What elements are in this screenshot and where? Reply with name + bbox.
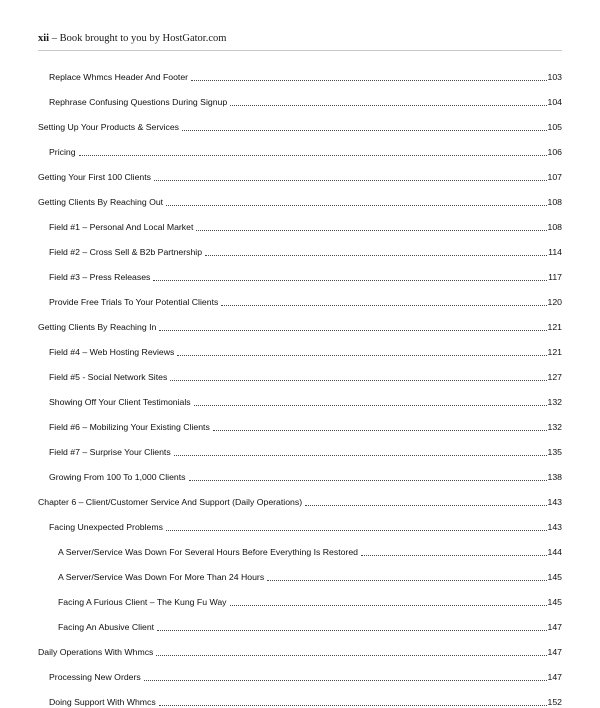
toc-page-number: 121 [547, 347, 562, 357]
toc-dot-leader [170, 374, 546, 383]
toc-entry[interactable] [38, 583, 562, 608]
toc-page-number: 147 [547, 647, 562, 657]
toc-page-number: 145 [547, 572, 562, 582]
toc-entry[interactable] [38, 258, 562, 283]
toc-entry-title: Chapter 6 – Client/Customer Service And Support (Daily Operations) [38, 497, 303, 507]
toc-dot-leader [79, 149, 547, 158]
toc-entry[interactable] [38, 658, 562, 683]
toc-entry[interactable] [38, 58, 562, 83]
toc-entry-title: Growing From 100 To 1,000 Clients [49, 472, 186, 482]
toc-page-number: 106 [547, 147, 562, 157]
toc-entry[interactable] [38, 483, 562, 508]
toc-entry-title: Rephrase Confusing Questions During Signup [49, 97, 228, 107]
toc-entry-title: Getting Clients By Reaching Out [38, 197, 164, 207]
toc-entry[interactable] [38, 633, 562, 658]
toc-entry[interactable] [38, 533, 562, 558]
toc-dot-leader [230, 99, 546, 108]
toc-dot-leader [221, 299, 546, 308]
toc-page-number: 147 [547, 622, 562, 632]
toc-entry-title: Field #3 – Press Releases [49, 272, 151, 282]
header-attribution: Book brought to you by HostGator.com [59, 33, 227, 44]
toc-dot-leader [166, 199, 546, 208]
toc-dot-leader [230, 599, 547, 608]
toc-page-number: 132 [547, 422, 562, 432]
toc-dot-leader [191, 74, 546, 83]
toc-page-number: 103 [547, 72, 562, 82]
toc-dot-leader [267, 574, 546, 583]
toc-dot-leader [157, 624, 546, 633]
toc-entry-title: Daily Operations With Whmcs [38, 647, 154, 657]
toc-page-number: 114 [548, 247, 562, 257]
toc-entry-title: A Server/Service Was Down For More Than 24 Hours [58, 572, 265, 582]
toc-entry-title: Field #7 – Surprise Your Clients [49, 447, 171, 457]
header-separator: – [49, 33, 60, 44]
toc-entry-title: Field #5 - Social Network Sites [49, 372, 168, 382]
toc-entry-title: Field #4 – Web Hosting Reviews [49, 347, 175, 357]
toc-entry[interactable] [38, 208, 562, 233]
toc-entry-title: Processing New Orders [49, 672, 141, 682]
toc-dot-leader [213, 424, 547, 433]
header-divider-rule [38, 50, 562, 51]
toc-entry-title: Getting Clients By Reaching In [38, 322, 157, 332]
toc-dot-leader [144, 674, 547, 683]
toc-entry[interactable] [38, 508, 562, 533]
toc-page-number: 108 [547, 197, 562, 207]
toc-entry[interactable] [38, 558, 562, 583]
toc-entry-title: Replace Whmcs Header And Footer [49, 72, 189, 82]
toc-page-number: 107 [547, 172, 562, 182]
toc-entry-title: Provide Free Trials To Your Potential Clients [49, 297, 219, 307]
toc-page-number: 147 [547, 672, 562, 682]
toc-page-number: 135 [547, 447, 562, 457]
toc-dot-leader [361, 549, 547, 558]
page-folio: xii [38, 33, 50, 44]
toc-entry-title: Field #6 – Mobilizing Your Existing Clients [49, 422, 210, 432]
toc-entry[interactable] [38, 183, 562, 208]
toc-entry[interactable] [38, 358, 562, 383]
toc-dot-leader [189, 474, 547, 483]
toc-entry[interactable] [38, 233, 562, 258]
toc-entry-title: A Server/Service Was Down For Several Hours Before Everything Is Restored [58, 547, 358, 557]
toc-entry[interactable] [38, 683, 562, 708]
toc-entry-title: Setting Up Your Products & Services [38, 122, 180, 132]
toc-dot-leader [177, 349, 546, 358]
toc-page-number: 104 [547, 97, 562, 107]
toc-dot-leader [182, 124, 546, 133]
toc-dot-leader [159, 699, 547, 708]
toc-entry[interactable] [38, 108, 562, 133]
toc-entry[interactable] [38, 83, 562, 108]
toc-entry-title: Showing Off Your Client Testimonials [49, 397, 191, 407]
toc-entry[interactable] [38, 458, 562, 483]
toc-page-number: 138 [547, 472, 562, 482]
toc-page-number: 152 [547, 697, 562, 707]
toc-page-number: 132 [547, 397, 562, 407]
toc-page-number: 143 [547, 497, 562, 507]
toc-entry-title: Facing An Abusive Client [58, 622, 155, 632]
toc-entry[interactable] [38, 308, 562, 333]
toc-entry[interactable] [38, 608, 562, 633]
toc-page-number: 144 [547, 547, 562, 557]
toc-entry[interactable] [38, 158, 562, 183]
toc-entry[interactable] [38, 133, 562, 158]
toc-entry[interactable] [38, 333, 562, 358]
toc-dot-leader [159, 324, 546, 333]
toc-page-number: 127 [547, 372, 562, 382]
toc-page-number: 121 [547, 322, 562, 332]
table-of-contents [38, 58, 562, 708]
toc-dot-leader [205, 249, 547, 258]
toc-entry[interactable] [38, 408, 562, 433]
toc-dot-leader [166, 524, 547, 533]
toc-dot-leader [196, 224, 546, 233]
toc-entry[interactable] [38, 283, 562, 308]
toc-dot-leader [174, 449, 547, 458]
toc-entry-title: Getting Your First 100 Clients [38, 172, 151, 182]
toc-entry[interactable] [38, 383, 562, 408]
toc-dot-leader [156, 649, 546, 658]
toc-page-number: 117 [548, 272, 562, 282]
toc-page-number: 120 [547, 297, 562, 307]
toc-entry-title: Field #1 – Personal And Local Market [49, 222, 194, 232]
running-header [38, 32, 562, 46]
toc-page-number: 108 [547, 222, 562, 232]
toc-dot-leader [154, 174, 547, 183]
toc-entry-title: Pricing [49, 147, 76, 157]
toc-entry[interactable] [38, 433, 562, 458]
toc-entry-title: Field #2 – Cross Sell & B2b Partnership [49, 247, 203, 257]
toc-dot-leader [305, 499, 546, 508]
toc-page-number: 145 [547, 597, 562, 607]
toc-entry-title: Doing Support With Whmcs [49, 697, 156, 707]
toc-entry-title: Facing Unexpected Problems [49, 522, 163, 532]
toc-page-number: 105 [547, 122, 562, 132]
toc-page-number: 143 [547, 522, 562, 532]
toc-dot-leader [194, 399, 547, 408]
toc-entry-title: Facing A Furious Client – The Kung Fu Way [58, 597, 227, 607]
toc-dot-leader [153, 274, 547, 283]
